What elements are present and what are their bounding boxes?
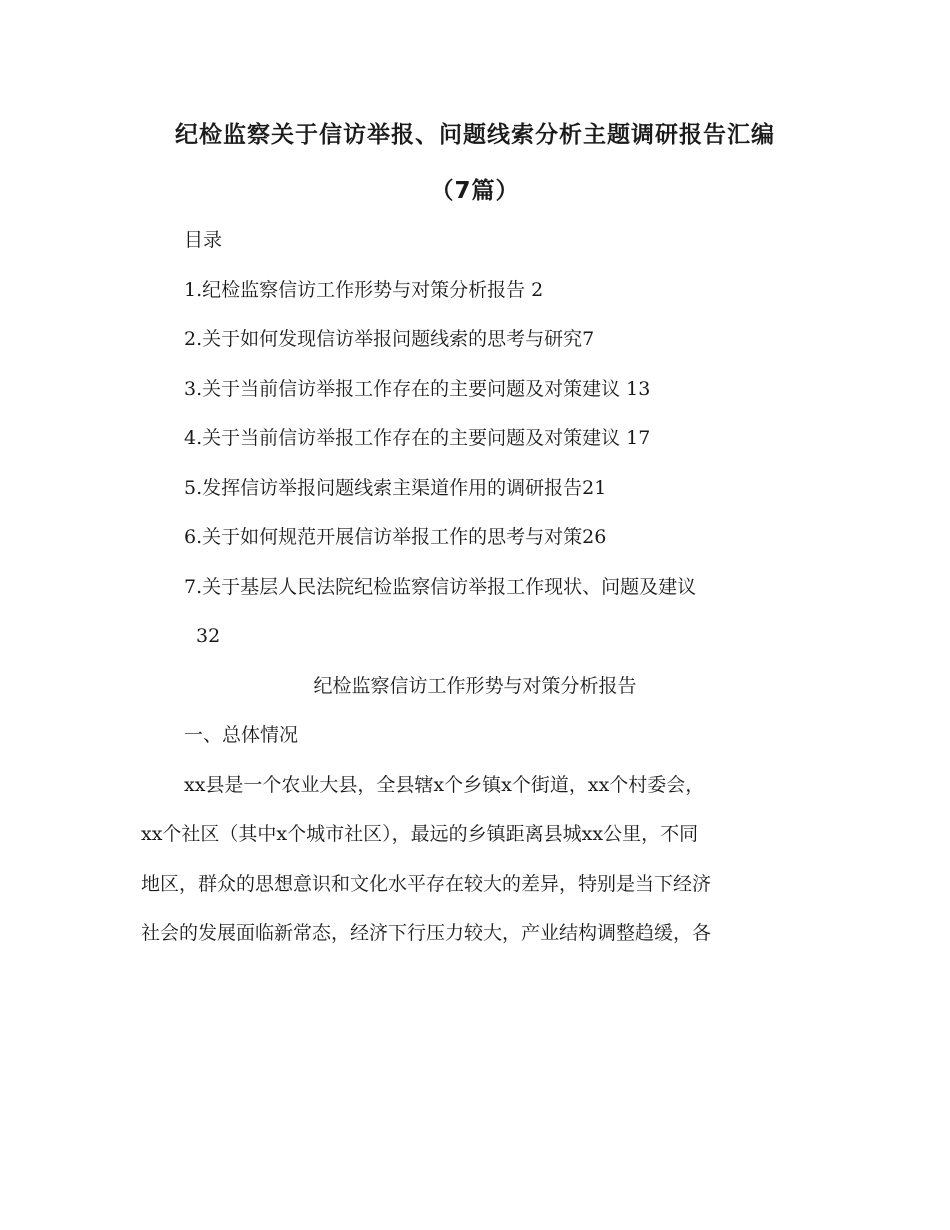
toc-item-5: 5.发挥信访举报问题线索主渠道作用的调研报告21 [184, 477, 607, 499]
toc-item-6: 6.关于如何规范开展信访举报工作的思考与对策26 [184, 526, 607, 548]
body-line-2: xx个社区（其中x个城市社区），最远的乡镇距离县城xx公里，不同 [141, 823, 699, 845]
toc-item-3: 3.关于当前信访举报工作存在的主要问题及对策建议 13 [184, 378, 651, 400]
toc-item-2: 2.关于如何发现信访举报问题线索的思考与研究7 [184, 328, 595, 350]
toc-item-7-page: 32 [196, 625, 221, 647]
body-line-3: 地区，群众的思想意识和文化水平存在较大的差异，特别是当下经济 [141, 873, 712, 895]
toc-heading: 目录 [184, 229, 223, 251]
toc-item-4: 4.关于当前信访举报工作存在的主要问题及对策建议 17 [184, 427, 651, 449]
toc-item-7: 7.关于基层人民法院纪检监察信访举报工作现状、问题及建议 [184, 576, 697, 598]
document-title-line2: （7篇） [430, 178, 520, 204]
body-line-4: 社会的发展面临新常态，经济下行压力较大，产业结构调整趋缓，各 [141, 922, 712, 944]
toc-item-1: 1.纪检监察信访工作形势与对策分析报告 2 [184, 279, 544, 301]
subheading: 一、总体情况 [184, 724, 299, 746]
section-title: 纪检监察信访工作形势与对策分析报告 [313, 675, 637, 697]
body-line-1: xx县是一个农业大县，全县辖x个乡镇x个街道，xx个村委会， [184, 774, 705, 796]
document-title-line1: 纪检监察关于信访举报、问题线索分析主题调研报告汇编 [175, 122, 775, 148]
